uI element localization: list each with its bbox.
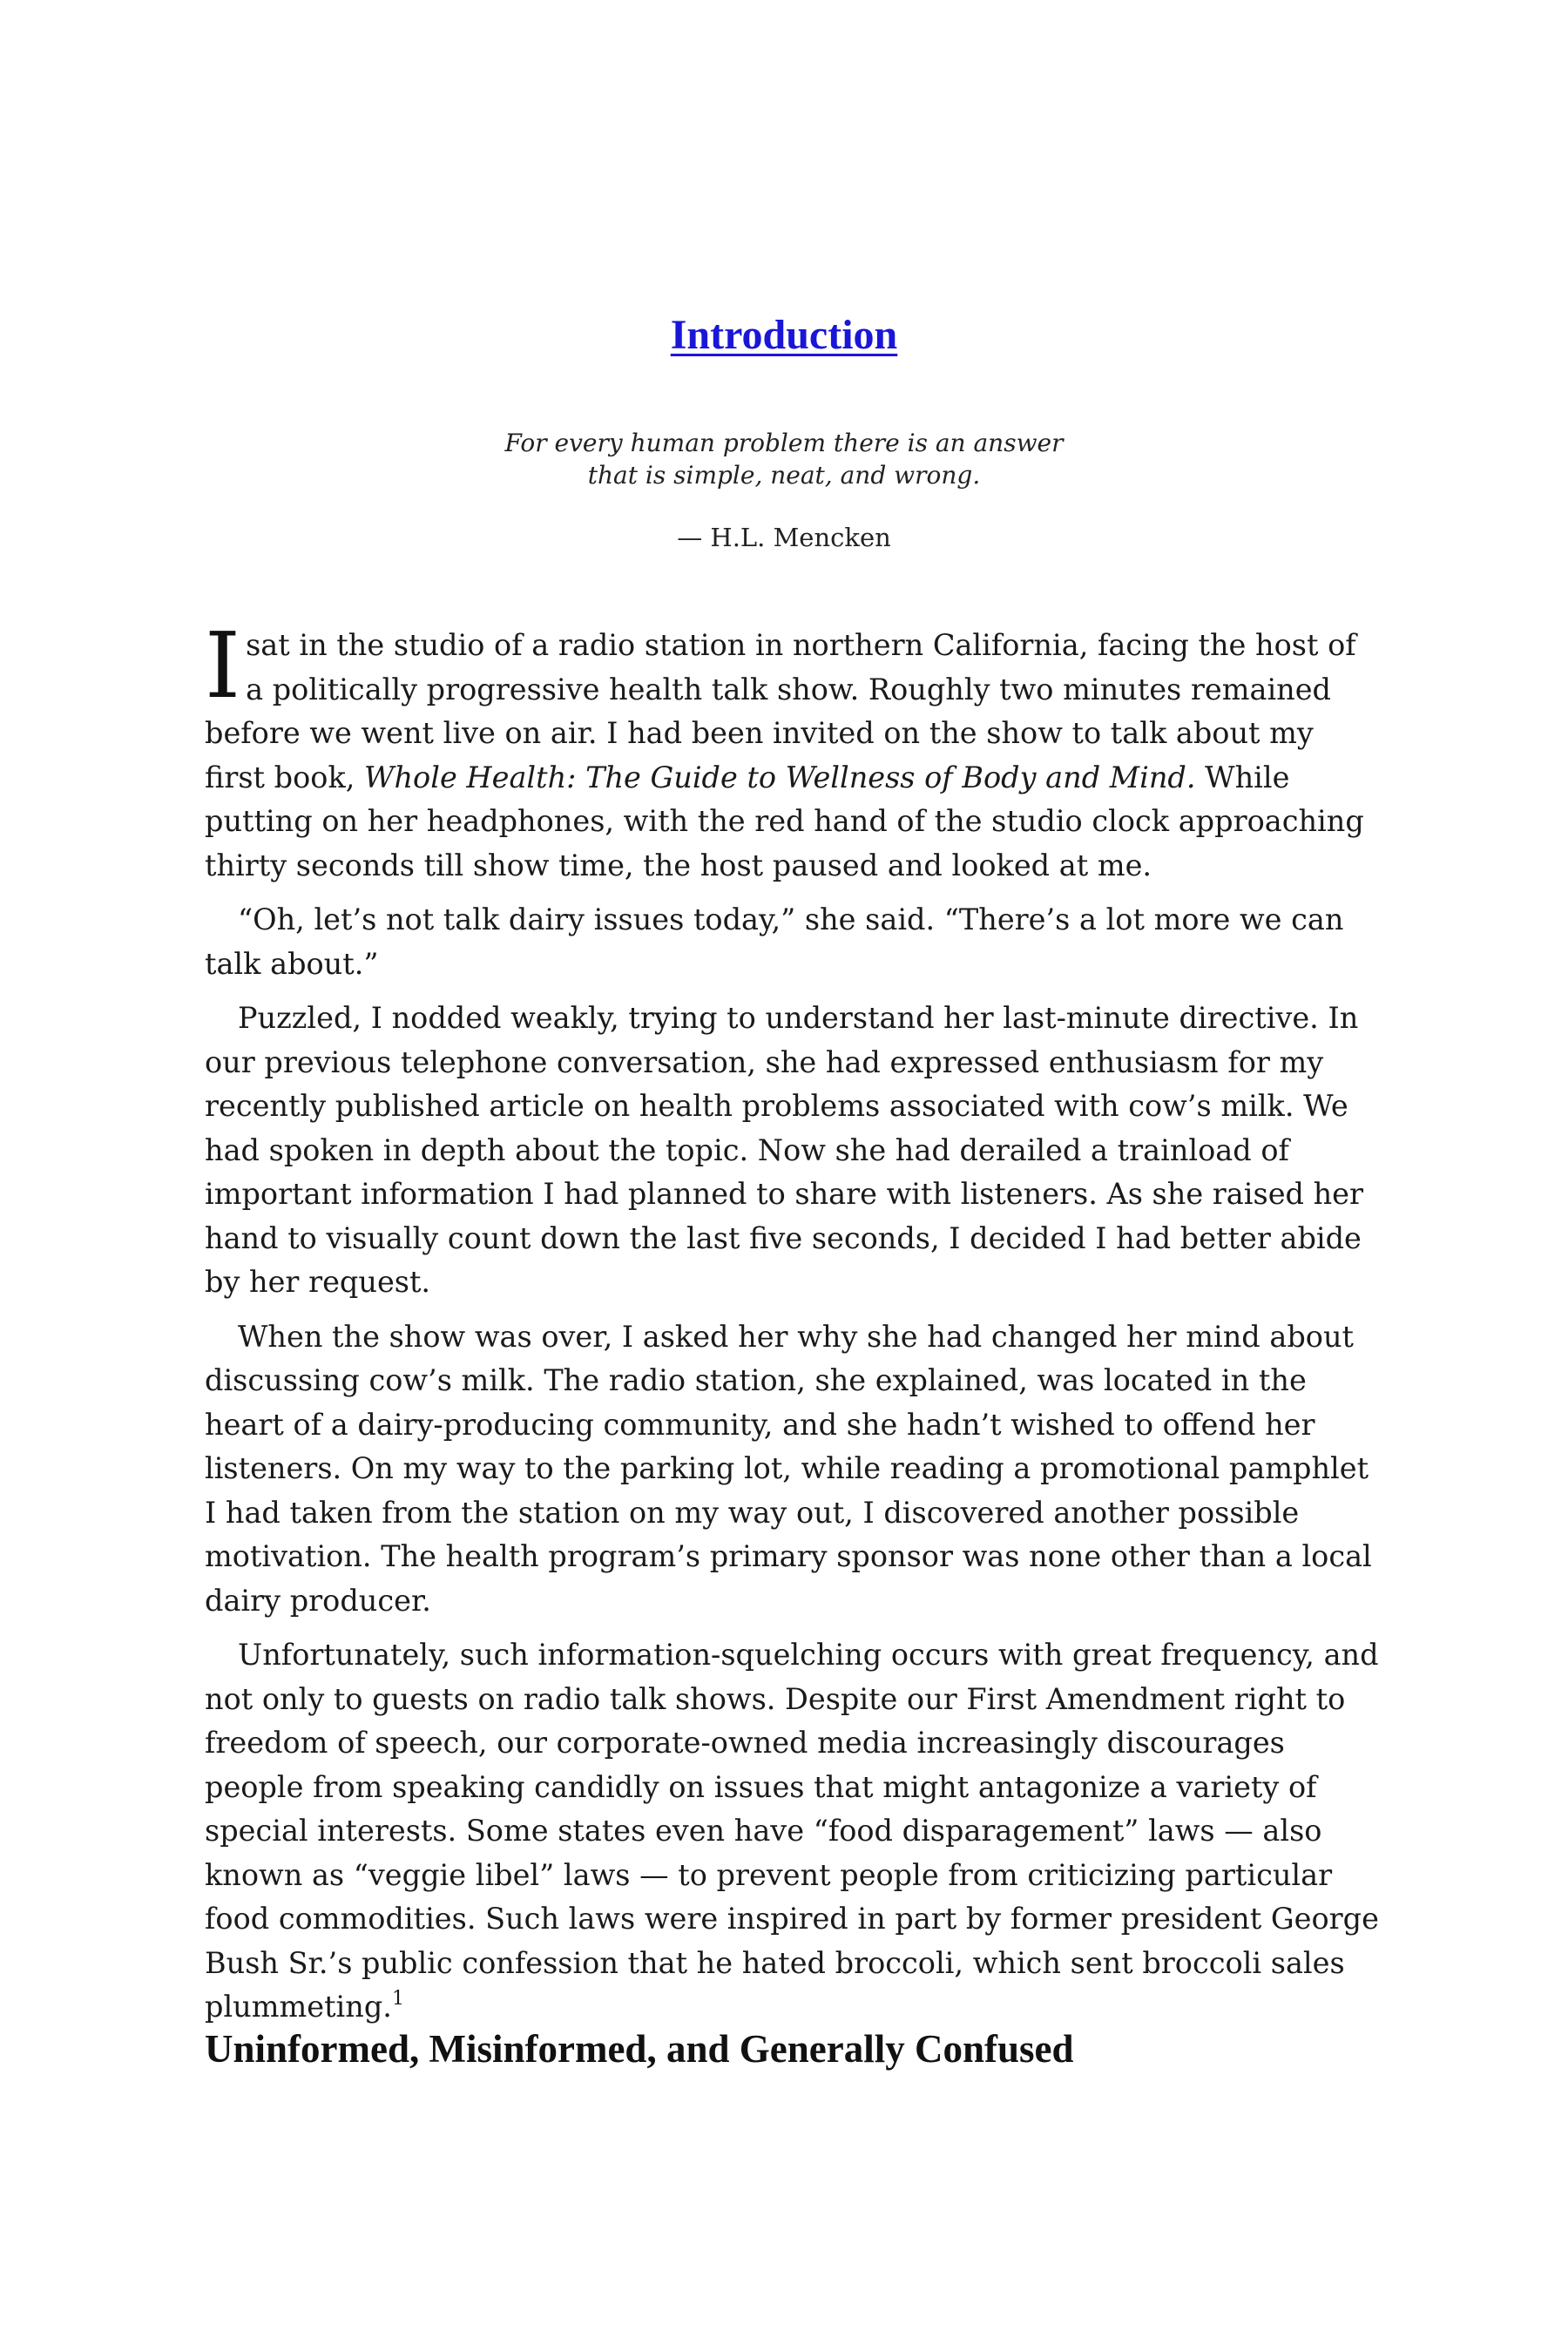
section-heading: Uninformed, Misinformed, and Generally Confused bbox=[205, 2027, 1074, 2071]
paragraph-3: Puzzled, I nodded weakly, trying to understand her last-minute directive. In our previous telephone conversation, she had expressed enthusiasm for my recently published article on health problems associated with cow’s milk. We had spoken in depth about the topic. Now she had derailed a trainload of important information I had planned to share with listeners. As she raised her hand to visually count down the last five seconds, I decided I had better abide by her request. bbox=[205, 1001, 1364, 1299]
paragraph-2: “Oh, let’s not talk dairy issues today,” she said. “There’s a lot more we can talk about.” bbox=[205, 902, 1344, 981]
epigraph-attribution: — H.L. Mencken bbox=[677, 523, 891, 552]
paragraph-5-text: Unfortunately, such information-squelching occurs with great frequency, and not only to guests on radio talk shows. Despite our First Amendment right to freedom of speech, our corporate-owned media increasingly discourages people from speaking candidly on issues that might antagonize a variety of special interests. Some states even have “food disparagement” laws — also known as “veggie libel” laws — to prevent people from criticizing particular food commodities. Such laws were inspired in part by former president George Bush Sr.’s public confession that he hated broccoli, which sent broccoli sales plummeting. bbox=[205, 1638, 1379, 2024]
paragraph-1-text-b: While putting on her headphones, with the red hand of the studio clock approaching thirty seconds till show time, the host paused and looked at me. bbox=[205, 760, 1364, 882]
chapter-title-link[interactable]: Introduction bbox=[670, 312, 898, 358]
chapter-title bbox=[0, 309, 1568, 362]
paragraph-1 bbox=[205, 612, 1381, 888]
epigraph bbox=[0, 427, 1568, 491]
paragraph-4: When the show was over, I asked her why she had changed her mind about discussing cow’s milk. The radio station, she explained, was located in the heart of a dairy-producing community, and she hadn’t wished to offend her listeners. On my way to the parking lot, while reading a promotional pamphlet I had taken from the station on my way out, I discovered another possible motivation. The health program’s primary sponsor was none other than a local dairy producer. bbox=[205, 1319, 1372, 1618]
paragraph-1-text-a: sat in the studio of a radio station in northern California, facing the host of a politically progressive health talk show. Roughly two minutes remained before we went live on air. I had been invited on the show to talk about my first book, bbox=[205, 628, 1356, 794]
epigraph-line-2: that is simple, neat, and wrong. bbox=[587, 461, 981, 490]
body-text bbox=[205, 612, 1381, 2040]
paragraph-5 bbox=[205, 1633, 1381, 2030]
footnote-marker[interactable]: 1 bbox=[391, 1988, 404, 2010]
drop-cap: I bbox=[205, 612, 241, 719]
epigraph-line-1: For every human problem there is an answer bbox=[504, 429, 1064, 457]
book-title: Whole Health: The Guide to Wellness of Body and Mind. bbox=[364, 760, 1196, 794]
